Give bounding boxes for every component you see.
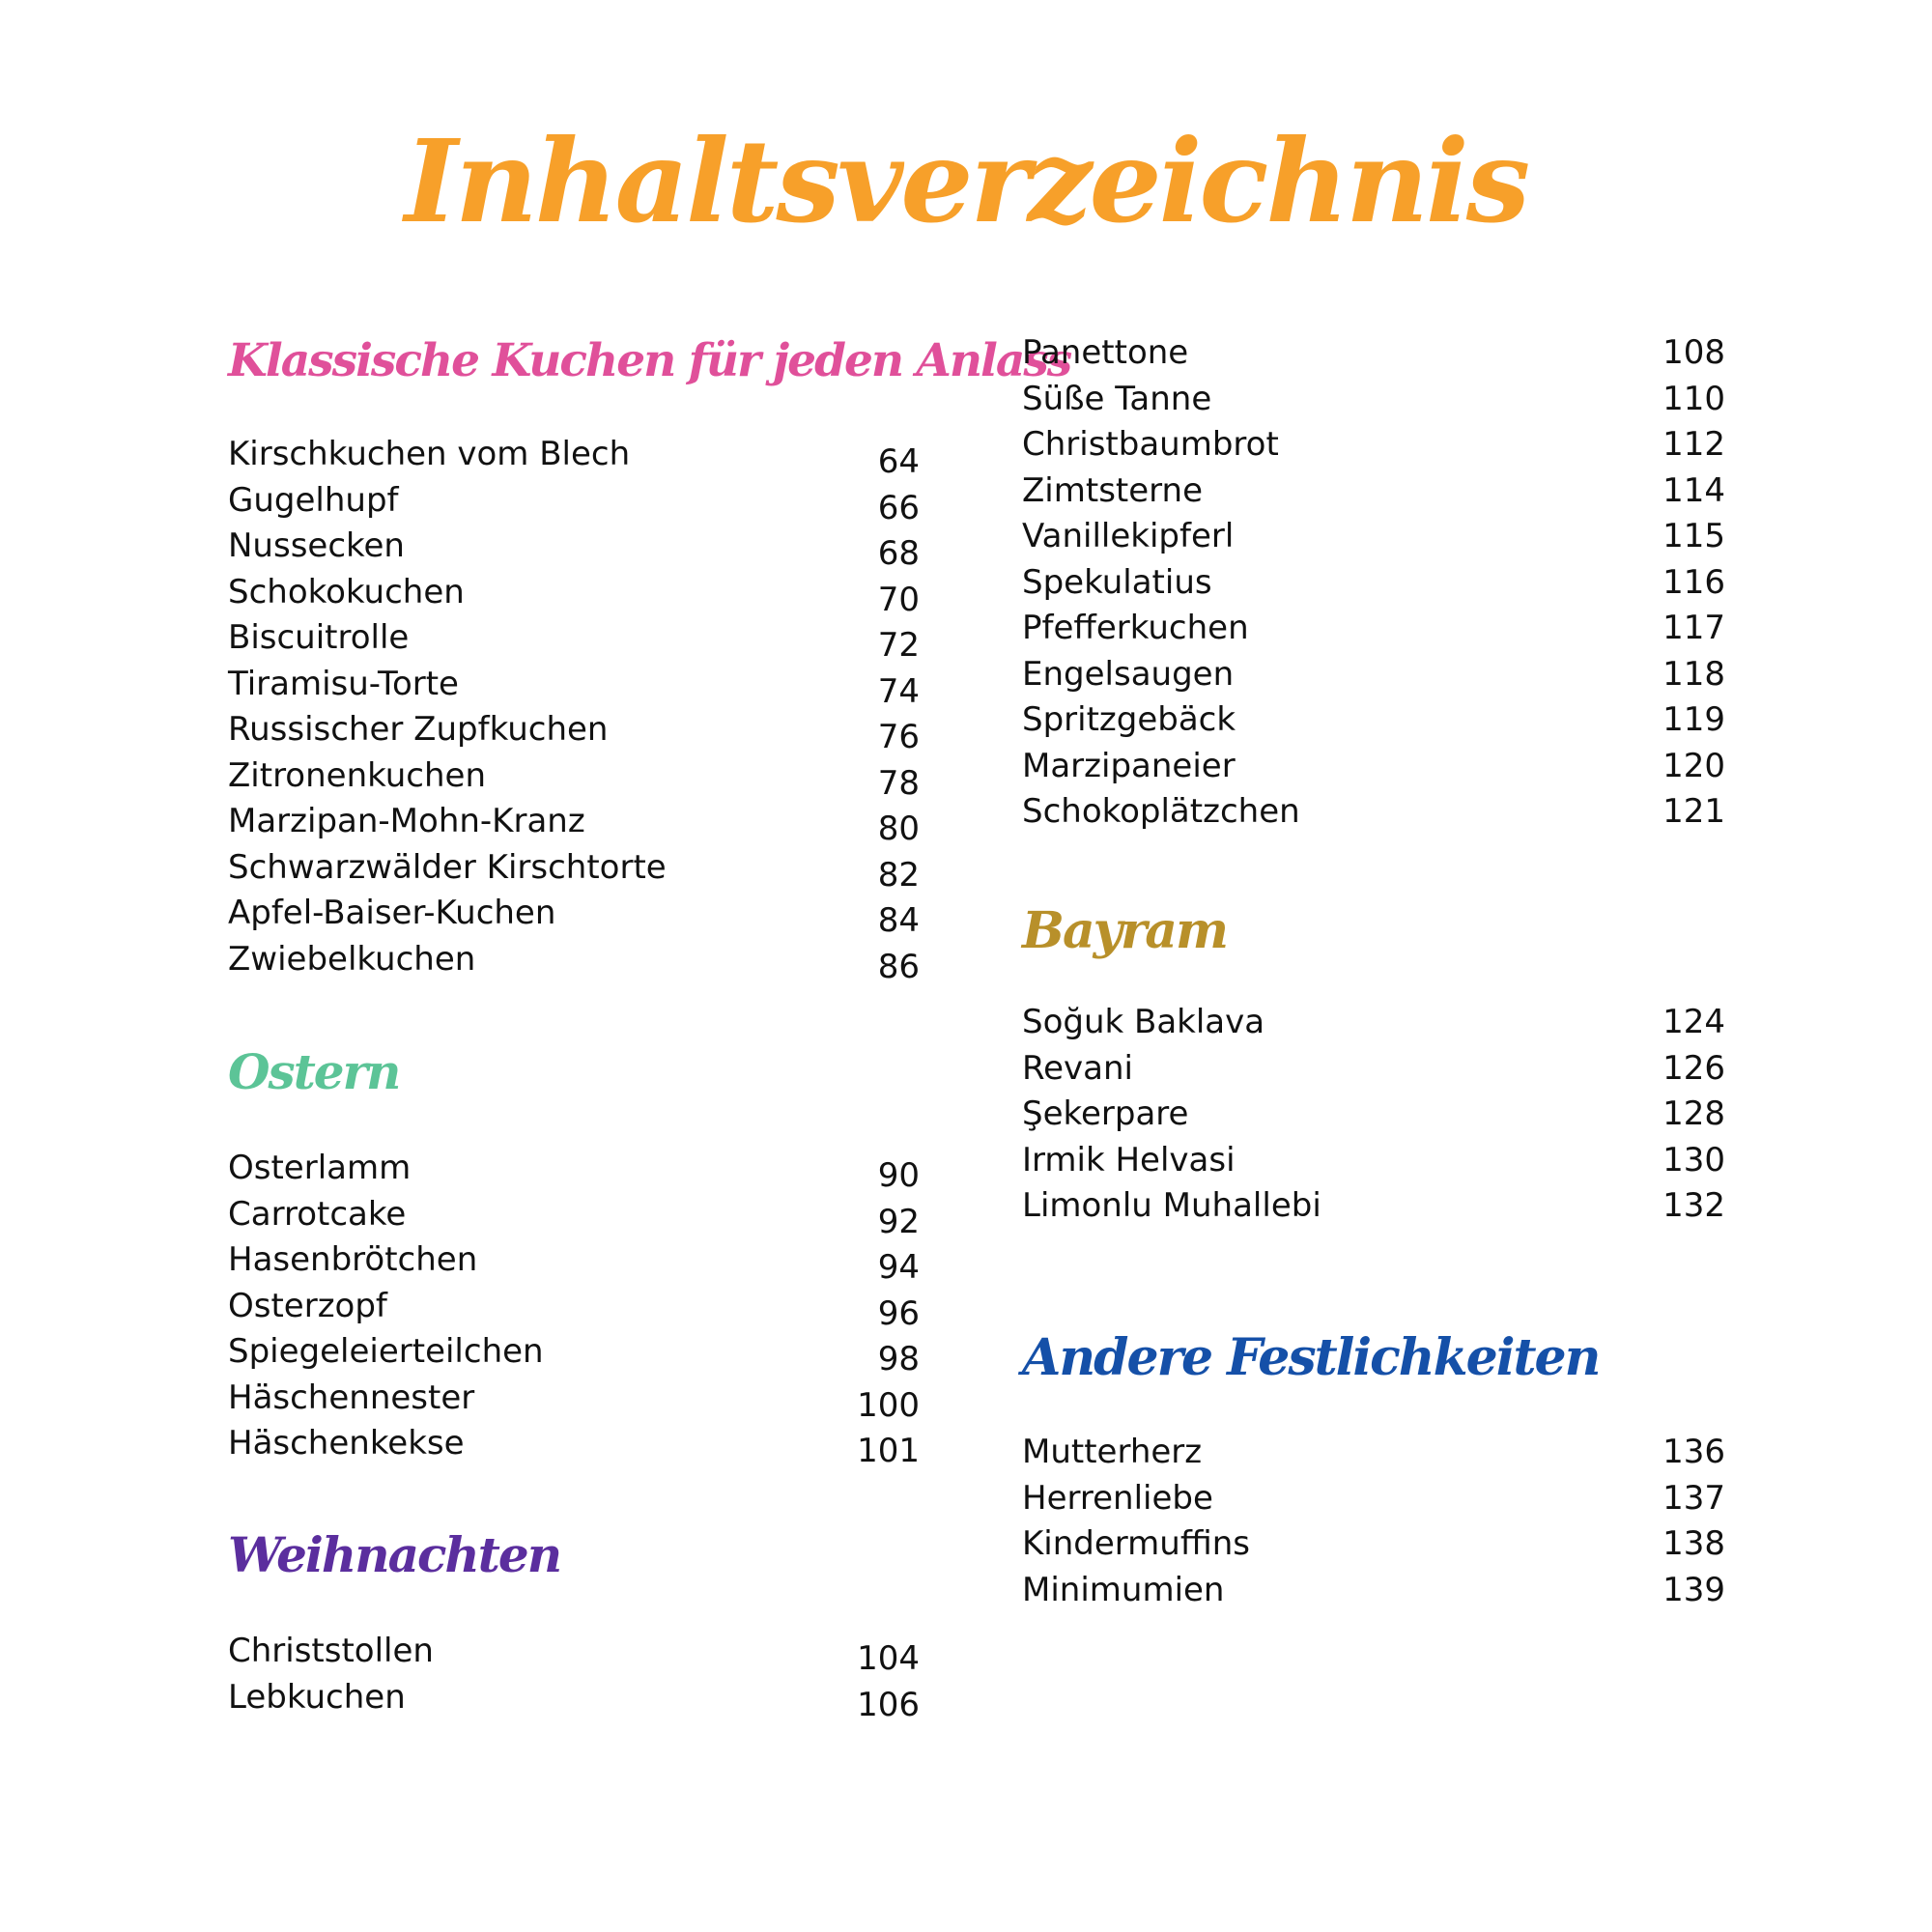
entry-title: Gugelhupf	[228, 480, 399, 520]
entry-page: 101	[857, 1432, 920, 1470]
entry-title: Schwarzwälder Kirschtorte	[228, 847, 667, 887]
section-heading-bayram: Bayram	[1022, 901, 1227, 960]
entry-page: 100	[857, 1385, 920, 1425]
toc-entry[interactable]	[228, 1376, 920, 1425]
entry-title: Irmik Helvasi	[1022, 1140, 1236, 1179]
entry-page: 116	[1662, 562, 1725, 602]
entry-page: 76	[877, 718, 920, 756]
toc-entry[interactable]	[228, 753, 920, 803]
toc-entry[interactable]	[1022, 697, 1725, 744]
toc-entry[interactable]	[228, 707, 920, 756]
toc-entry[interactable]	[1022, 1430, 1725, 1476]
entry-title: Osterlamm	[228, 1149, 412, 1187]
entry-title: Pfefferkuchen	[1022, 609, 1249, 647]
entry-title: Marzipaneier	[1022, 746, 1236, 785]
toc-entry[interactable]	[228, 1284, 920, 1333]
entry-page: 120	[1662, 746, 1725, 785]
toc-entry[interactable]	[228, 937, 920, 986]
toc-entry[interactable]	[228, 1237, 920, 1287]
toc-entry[interactable]	[1022, 1183, 1725, 1230]
section-heading-ostern: Ostern	[228, 1043, 400, 1100]
entry-page: 86	[877, 947, 920, 986]
entry-page: 121	[1662, 792, 1725, 831]
toc-entry[interactable]	[1022, 1521, 1725, 1568]
entry-title: Soğuk Baklava	[1022, 1003, 1265, 1041]
entry-page: 104	[857, 1639, 920, 1678]
toc-entry[interactable]	[228, 845, 920, 895]
toc-entry[interactable]	[1022, 514, 1725, 560]
entry-page: 136	[1662, 1433, 1725, 1471]
toc-entry[interactable]	[228, 662, 920, 711]
entry-page: 82	[877, 855, 920, 895]
entry-page: 115	[1662, 517, 1725, 555]
entry-page: 70	[877, 580, 920, 619]
entry-page: 124	[1662, 1003, 1725, 1041]
entry-page: 139	[1662, 1570, 1725, 1609]
entry-page: 74	[877, 671, 920, 711]
entry-title: Christbaumbrot	[1022, 425, 1279, 464]
toc-entry[interactable]	[1022, 422, 1725, 469]
entry-page: 94	[877, 1248, 920, 1287]
toc-entry[interactable]	[228, 432, 920, 481]
toc-entry[interactable]	[1022, 377, 1725, 423]
toc-entry[interactable]	[228, 570, 920, 619]
toc-entry[interactable]	[1022, 469, 1725, 515]
section-list-ostern	[228, 1146, 920, 1470]
toc-entry[interactable]	[1022, 1046, 1725, 1093]
entry-page: 110	[1662, 379, 1725, 418]
toc-entry[interactable]	[228, 615, 920, 665]
entry-page: 119	[1662, 700, 1725, 739]
entry-page: 84	[877, 901, 920, 940]
entry-title: Häschenkekse	[228, 1424, 465, 1463]
toc-entry[interactable]	[1022, 560, 1725, 607]
entry-page: 137	[1662, 1478, 1725, 1518]
toc-entry[interactable]	[228, 1421, 920, 1470]
toc-entry[interactable]	[228, 1192, 920, 1241]
entry-title: Panettone	[1022, 333, 1189, 372]
toc-entry[interactable]	[1022, 1476, 1725, 1522]
toc-entry[interactable]	[1022, 789, 1725, 836]
toc-entry[interactable]	[1022, 1000, 1725, 1046]
toc-entry[interactable]	[1022, 652, 1725, 698]
entry-page: 112	[1662, 425, 1725, 464]
entry-page: 117	[1662, 609, 1725, 647]
entry-title: Süße Tanne	[1022, 379, 1212, 418]
entry-title: Spekulatius	[1022, 562, 1212, 602]
section-list-bayram	[1022, 1000, 1725, 1230]
section-heading-andere: Andere Festlichkeiten	[1022, 1328, 1600, 1387]
entry-title: Schokoplätzchen	[1022, 792, 1300, 831]
entry-page: 78	[877, 763, 920, 803]
section-list-weihnachten-part2	[1022, 330, 1725, 836]
toc-entry[interactable]	[228, 891, 920, 940]
entry-title: Zwiebelkuchen	[228, 939, 476, 979]
entry-title: Hasenbrötchen	[228, 1240, 478, 1279]
entry-page: 126	[1662, 1048, 1725, 1088]
entry-title: Osterzopf	[228, 1286, 387, 1325]
section-list-klassische	[228, 432, 920, 986]
entry-title: Nussecken	[228, 526, 405, 565]
toc-entry[interactable]	[228, 799, 920, 848]
toc-entry[interactable]	[228, 524, 920, 573]
entry-title: Şekerpare	[1022, 1094, 1189, 1133]
entry-page: 106	[857, 1685, 920, 1724]
entry-page: 80	[877, 810, 920, 848]
entry-title: Carrotcake	[228, 1194, 407, 1234]
entry-page: 130	[1662, 1140, 1725, 1179]
entry-title: Engelsaugen	[1022, 654, 1235, 694]
section-list-weihnachten-part1	[228, 1629, 920, 1724]
entry-page: 132	[1662, 1186, 1725, 1225]
entry-title: Russischer Zupfkuchen	[228, 710, 609, 749]
entry-title: Schokokuchen	[228, 572, 465, 611]
entry-page: 108	[1662, 333, 1725, 372]
entry-title: Zimtsterne	[1022, 470, 1203, 510]
entry-title: Minimumien	[1022, 1570, 1225, 1609]
section-heading-weihnachten: Weihnachten	[228, 1526, 561, 1583]
entry-page: 128	[1662, 1094, 1725, 1133]
entry-page: 92	[877, 1202, 920, 1241]
entry-page: 138	[1662, 1524, 1725, 1563]
entry-page: 68	[877, 534, 920, 573]
entry-page: 96	[877, 1293, 920, 1333]
entry-title: Biscuitrolle	[228, 618, 410, 657]
entry-page: 114	[1662, 470, 1725, 510]
entry-title: Tiramisu-Torte	[228, 664, 459, 703]
toc-entry[interactable]	[1022, 744, 1725, 790]
toc-entry[interactable]	[1022, 1568, 1725, 1614]
entry-page: 72	[877, 626, 920, 665]
entry-page: 90	[877, 1156, 920, 1195]
entry-title: Herrenliebe	[1022, 1478, 1213, 1518]
toc-entry[interactable]	[1022, 1138, 1725, 1184]
section-heading-klassische: Klassische Kuchen für jeden Anlass	[228, 334, 1071, 387]
toc-entry[interactable]	[228, 1329, 920, 1376]
toc-entry[interactable]	[228, 1629, 920, 1678]
entry-title: Spritzgebäck	[1022, 700, 1236, 739]
entry-title: Mutterherz	[1022, 1433, 1203, 1471]
entry-title: Apfel-Baiser-Kuchen	[228, 894, 556, 932]
entry-page: 64	[877, 442, 920, 481]
entry-title: Lebkuchen	[228, 1677, 406, 1717]
entry-title: Kindermuffins	[1022, 1524, 1250, 1563]
entry-page: 118	[1662, 654, 1725, 694]
entry-page: 98	[877, 1340, 920, 1378]
entry-title: Vanillekipferl	[1022, 517, 1235, 555]
page-title: Inhaltsverzeichnis	[404, 114, 1528, 248]
entry-title: Limonlu Muhallebi	[1022, 1186, 1321, 1225]
entry-title: Kirschkuchen vom Blech	[228, 435, 631, 473]
entry-title: Zitronenkuchen	[228, 755, 487, 795]
entry-page: 66	[877, 488, 920, 527]
toc-entry[interactable]	[1022, 1092, 1725, 1138]
entry-title: Marzipan-Mohn-Kranz	[228, 802, 585, 840]
entry-title: Christstollen	[228, 1632, 434, 1670]
section-list-andere	[1022, 1430, 1725, 1613]
entry-title: Häschennester	[228, 1378, 475, 1417]
toc-entry[interactable]	[228, 1146, 920, 1195]
toc-entry[interactable]	[228, 1675, 920, 1724]
toc-entry[interactable]	[228, 478, 920, 525]
entry-title: Spiegeleierteilchen	[228, 1332, 544, 1371]
entry-title: Revani	[1022, 1048, 1133, 1088]
toc-entry[interactable]	[1022, 606, 1725, 652]
toc-entry[interactable]	[1022, 330, 1725, 377]
